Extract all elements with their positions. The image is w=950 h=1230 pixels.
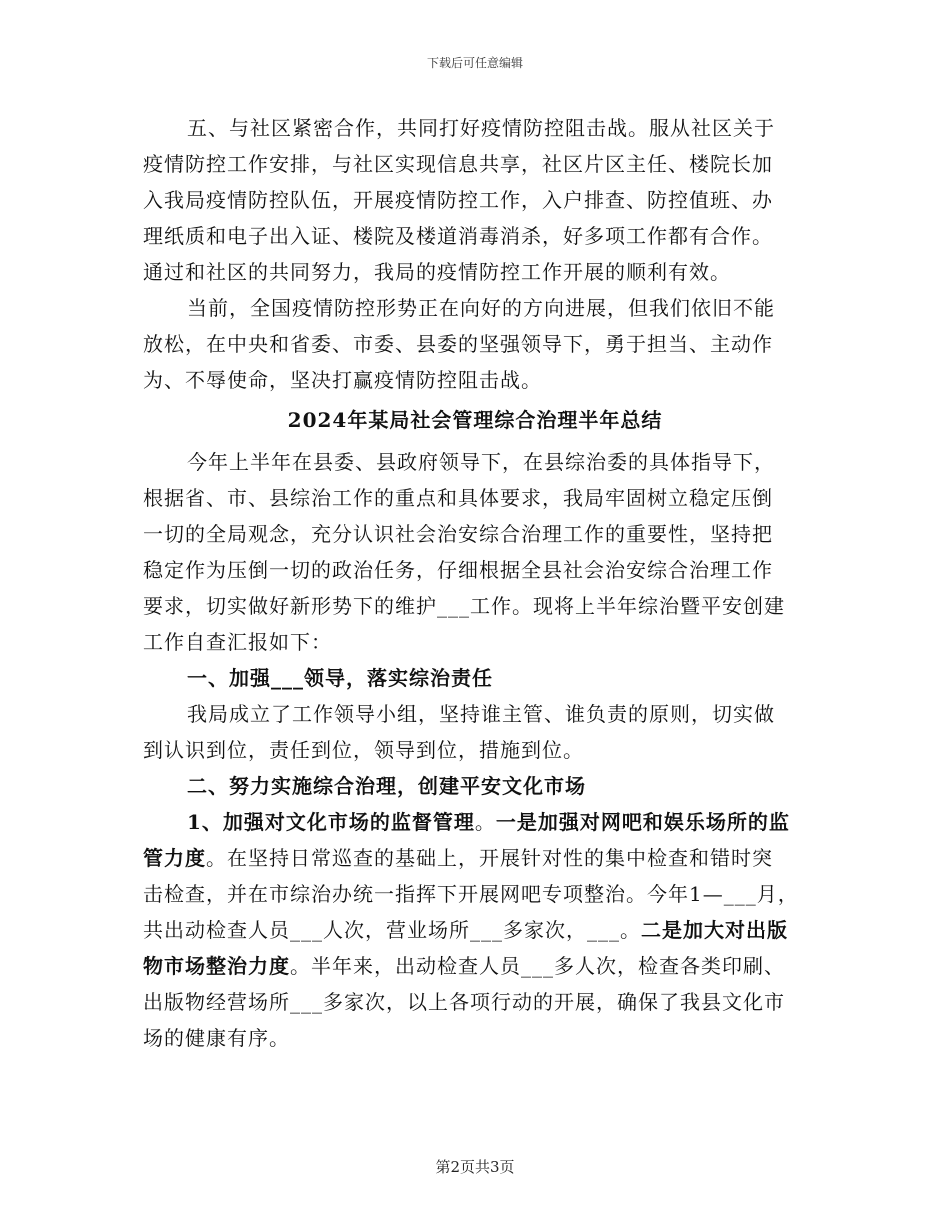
text-line: 工作自查汇报如下： bbox=[143, 630, 332, 654]
text-line bbox=[143, 804, 807, 840]
text-line: 疫情防控工作安排，与社区实现信息共享，社区片区主任、楼院长加 bbox=[143, 152, 773, 176]
text-line: 出版物经营场所___多家次，以上各项行动的开展，确保了我县文化市 bbox=[143, 990, 785, 1014]
page-header: 下载后可任意编辑 bbox=[426, 56, 523, 70]
text-line: 五、与社区紧密合作，共同打好疫情防控阻击战。服从社区关于 bbox=[187, 116, 775, 140]
text-line: 放松，在中央和省委、市委、县委的坚强领导下，勇于担当、主动作 bbox=[143, 332, 773, 356]
section-heading-2: 二、努力实施综合治理，创建平安文化市场 bbox=[187, 774, 586, 798]
text-line: 场的健康有序。 bbox=[143, 1026, 290, 1050]
text-line: 理纸质和电子出入证、楼院及楼道消毒消杀，好多项工作都有合作。 bbox=[143, 224, 773, 248]
document-body bbox=[143, 110, 807, 1056]
paragraph-community-cooperation bbox=[143, 110, 807, 290]
plain-phrase: 。 bbox=[474, 810, 496, 834]
plain-phrase: 。在坚持日常巡查的基础上，开展针对性的集中检查和错时突 bbox=[206, 846, 773, 870]
bold-phrase: 管力度 bbox=[143, 846, 206, 870]
text-line bbox=[143, 840, 807, 876]
text-line: 到认识到位，责任到位，领导到位，措施到位。 bbox=[143, 738, 584, 762]
text-line: 击检查，并在市综治办统一指挥下开展网吧专项整治。今年1—___月， bbox=[143, 882, 799, 906]
text-line: 今年上半年在县委、县政府领导下，在县综治委的具体指导下， bbox=[187, 450, 775, 474]
paragraph-introduction bbox=[143, 444, 807, 660]
text-line bbox=[143, 948, 807, 984]
text-line: 当前，全国疫情防控形势正在向好的方向进展，但我们依旧不能 bbox=[187, 296, 775, 320]
text-line bbox=[143, 912, 807, 948]
plain-phrase: 。半年来，出动检查人员___多人次，检查各类印刷、 bbox=[290, 954, 785, 978]
page-number-footer: 第2页共3页 bbox=[435, 1158, 515, 1176]
paragraph-current-situation bbox=[143, 290, 807, 398]
text-line: 根据省、市、县综治工作的重点和具体要求，我局牢固树立稳定压倒 bbox=[143, 486, 773, 510]
paragraph-leadership-group bbox=[143, 696, 807, 768]
document-title: 2024年某局社会管理综合治理半年总结 bbox=[287, 408, 663, 432]
bold-phrase: 一是加强对网吧和娱乐场所的监 bbox=[495, 810, 790, 834]
text-line: 一切的全局观念，充分认识社会治安综合治理工作的重要性，坚持把 bbox=[143, 522, 773, 546]
text-line: 要求，切实做好新形势下的维护___工作。现将上半年综治暨平安创建 bbox=[143, 594, 785, 618]
plain-phrase: 共出动检查人员___人次，营业场所___多家次，___。 bbox=[143, 918, 641, 942]
text-line: 入我局疫情防控队伍，开展疫情防控工作，入户排查、防控值班、办 bbox=[143, 188, 773, 212]
bold-phrase: 1、加强对文化市场的监督管理 bbox=[187, 810, 475, 834]
bold-phrase: 二是加大对出版 bbox=[641, 918, 788, 942]
text-line: 为、不辱使命，坚决打赢疫情防控阻击战。 bbox=[143, 368, 542, 392]
text-line: 稳定作为压倒一切的政治任务，仔细根据全县社会治安综合治理工作 bbox=[143, 558, 773, 582]
paragraph-culture-market bbox=[143, 804, 807, 1056]
text-line: 通过和社区的共同努力，我局的疫情防控工作开展的顺利有效。 bbox=[143, 260, 731, 284]
section-heading-1: 一、加强___领导，落实综治责任 bbox=[187, 666, 493, 690]
bold-phrase: 物市场整治力度 bbox=[143, 954, 290, 978]
text-line: 我局成立了工作领导小组，坚持谁主管、谁负责的原则，切实做 bbox=[187, 702, 775, 726]
